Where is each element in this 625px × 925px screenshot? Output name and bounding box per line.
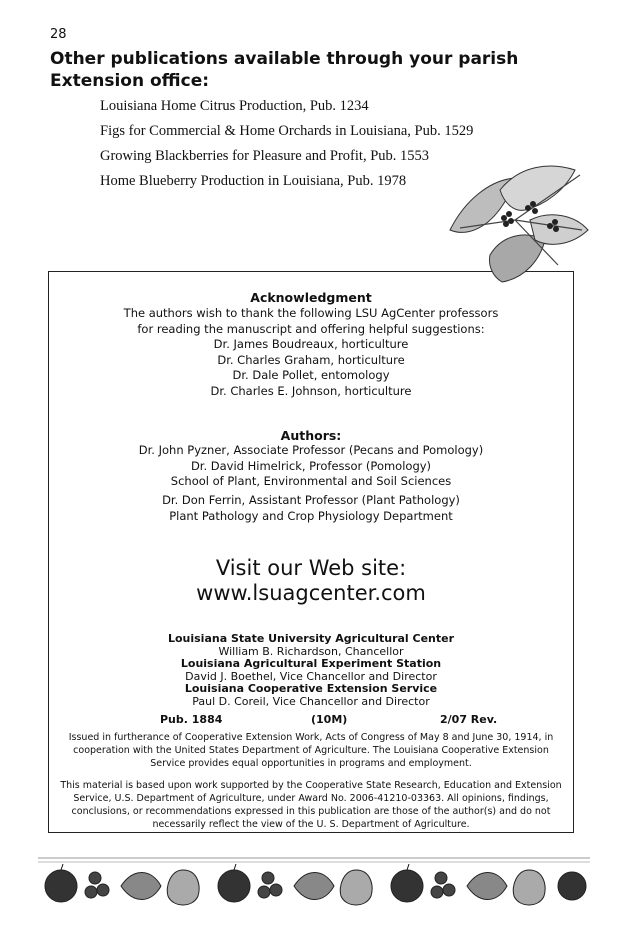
author-line: Plant Pathology and Crop Physiology Department <box>169 508 453 523</box>
publication-item: Figs for Commercial & Home Orchards in Louisiana, Pub. 1529 <box>100 123 474 139</box>
fruit-border-illustration <box>38 856 590 910</box>
acknowledgment-line: Dr. James Boudreaux, horticulture <box>213 337 409 351</box>
acknowledgment-body <box>48 306 574 399</box>
publication-item: Home Blueberry Production in Louisiana, Pub. 1978 <box>100 173 407 189</box>
author-line: Dr. John Pyzner, Associate Professor (Pecans and Pomology) <box>138 443 484 457</box>
acknowledgment-line: The authors wish to thank the following LSU AgCenter professors <box>123 306 499 320</box>
author-line: Dr. Don Ferrin, Assistant Professor (Plant Pathology) <box>162 493 460 507</box>
institution-officer: Paul D. Coreil, Vice Chancellor and Director <box>192 694 430 708</box>
author-line: School of Plant, Environmental and Soil Sciences <box>170 474 452 488</box>
publications-heading: Other publications available through your parish Extension office: <box>50 49 519 91</box>
institution-name: Louisiana Agricultural Experiment Station <box>180 657 442 670</box>
pub-quantity: (10M) <box>311 713 348 726</box>
acknowledgment-line: Dr. Charles Graham, horticulture <box>217 352 405 367</box>
institution-name: Louisiana State University Agricultural Center <box>167 632 455 645</box>
publications-list <box>100 96 473 196</box>
acknowledgment-line: Dr. Dale Pollet, entomology <box>232 368 390 382</box>
acknowledgment-line: for reading the manuscript and offering helpful suggestions: <box>137 321 485 336</box>
publication-item: Louisiana Home Citrus Production, Pub. 1234 <box>100 98 369 114</box>
institutions-block <box>48 633 574 708</box>
acknowledgment-title: Acknowledgment <box>250 290 372 305</box>
pub-number: Pub. 1884 <box>160 713 223 726</box>
authors-title: Authors: <box>280 428 342 443</box>
page-number: 28 <box>50 27 67 42</box>
publication-item: Growing Blackberries for Pleasure and Profit, Pub. 1553 <box>100 148 430 164</box>
website-heading: Visit our Web site: <box>215 556 407 580</box>
website-url[interactable]: www.lsuagcenter.com <box>196 581 426 605</box>
pub-revision: 2/07 Rev. <box>440 713 498 726</box>
blackberry-leaf-illustration <box>440 160 590 300</box>
institution-name: Louisiana Cooperative Extension Service <box>184 682 438 695</box>
authors-block <box>48 493 574 524</box>
acknowledgment-line: Dr. Charles E. Johnson, horticulture <box>210 383 412 398</box>
funding-statement: This material is based upon work supported by the Cooperative State Research, Education and Extension Service, U.S. Department of Agriculture, under Award No. 2006-41210-03363. All opinions, findings, conclusions, or recommendations expressed in this publication are those of the author(s) and do not necessarily reflect the view of the U. S. Department of Agriculture. <box>60 780 562 830</box>
author-line: Dr. David Himelrick, Professor (Pomology) <box>190 458 432 473</box>
authors-block <box>48 443 574 490</box>
institution-officer: David J. Boethel, Vice Chancellor and Director <box>185 669 437 683</box>
publication-info-line <box>48 713 574 727</box>
institution-officer: William B. Richardson, Chancellor <box>218 644 404 658</box>
issued-statement: Issued in furtherance of Cooperative Extension Work, Acts of Congress of May 8 and June 30, 1914, in cooperation with the United States Department of Agriculture. The Louisiana Cooperative Extension Service provides equal opportunities in programs and employment. <box>68 732 554 769</box>
